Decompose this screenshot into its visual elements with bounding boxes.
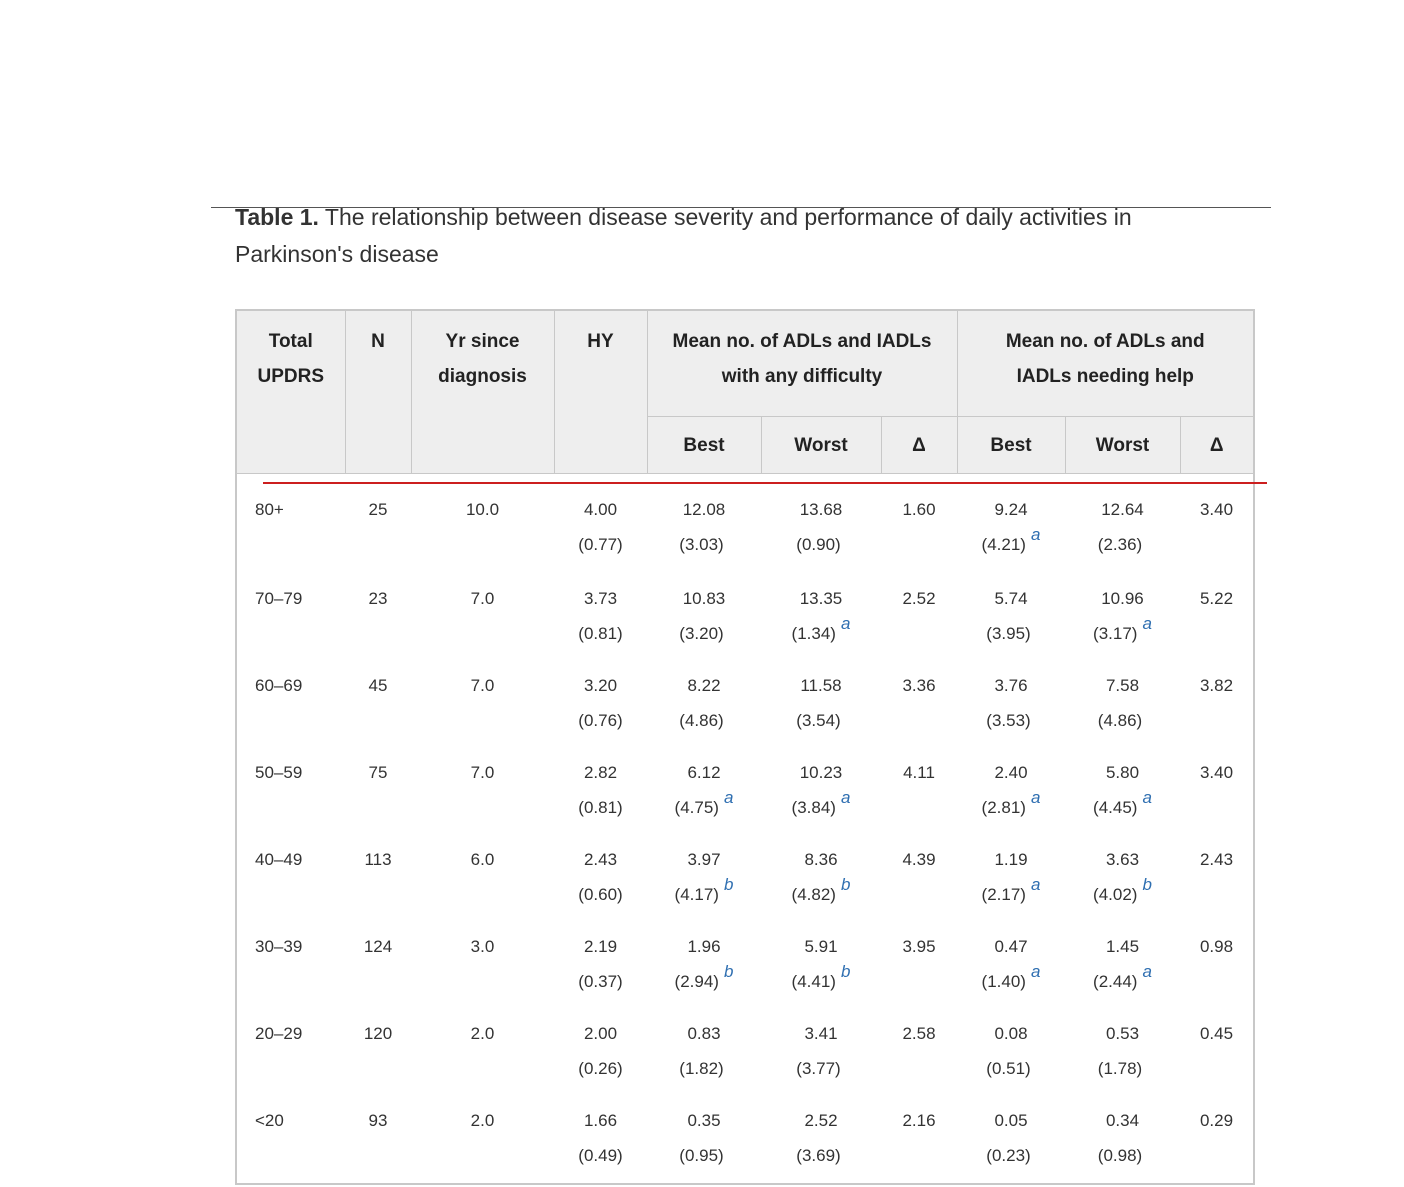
difficulty-best-sd-line xyxy=(647,964,761,999)
table-row xyxy=(236,1103,1254,1184)
help-worst-cell xyxy=(1065,1016,1180,1103)
help-worst-sd-line xyxy=(1065,616,1180,651)
help-worst-sd-line xyxy=(1065,703,1180,738)
help-worst-cell xyxy=(1065,929,1180,1016)
hy-cell xyxy=(554,668,647,755)
help-best-footnote-marker: a xyxy=(1030,875,1041,894)
help-best-sd-line xyxy=(957,790,1065,825)
difficulty-worst-cell xyxy=(761,581,881,668)
header-help-delta: Δ xyxy=(1180,417,1254,474)
difficulty-worst-sd: (3.77) xyxy=(796,1059,841,1078)
difficulty-best-sd: (2.94) xyxy=(674,972,719,991)
cell-n: 113 xyxy=(364,850,392,869)
hy-sd: (0.49) xyxy=(578,1146,623,1165)
hy-sd: (0.77) xyxy=(578,535,623,554)
cell-total-updrs: 60–69 xyxy=(255,676,303,695)
help-worst-footnote-marker: b xyxy=(1142,875,1152,894)
difficulty-worst-sd: (1.34) xyxy=(791,624,836,643)
help-best-cell xyxy=(957,755,1065,842)
cell-total-updrs: 80+ xyxy=(255,500,284,519)
help-best-cell xyxy=(957,1103,1065,1184)
hy-cell xyxy=(554,842,647,929)
difficulty-best-sd: (4.86) xyxy=(679,711,724,730)
cell-difficulty-delta: 4.11 xyxy=(903,763,935,782)
difficulty-worst-footnote-marker: a xyxy=(840,788,851,807)
help-best-sd: (2.81) xyxy=(981,798,1026,817)
difficulty-best-mean: 12.08 xyxy=(682,500,726,519)
help-worst-sd-line xyxy=(1065,527,1180,562)
difficulty-best-sd: (4.17) xyxy=(674,885,719,904)
help-best-cell xyxy=(957,581,1065,668)
cell-total-updrs: <20 xyxy=(255,1111,284,1130)
difficulty-worst-mean: 5.91 xyxy=(804,937,838,956)
header-difficulty-best: Best xyxy=(647,417,761,474)
help-best-sd-line xyxy=(957,527,1065,562)
cell-n: 93 xyxy=(368,1111,388,1130)
help-worst-mean: 12.64 xyxy=(1101,500,1144,519)
difficulty-best-cell xyxy=(647,755,761,842)
help-best-sd: (3.53) xyxy=(986,711,1031,730)
help-best-footnote-marker: a xyxy=(1030,525,1041,544)
difficulty-worst-sd-line xyxy=(761,1138,881,1173)
help-worst-sd: (4.86) xyxy=(1097,711,1143,730)
hy-mean: 2.19 xyxy=(583,937,618,956)
hy-sd-line xyxy=(554,790,647,825)
hy-sd: (0.26) xyxy=(578,1059,623,1078)
difficulty-worst-sd-line xyxy=(761,877,881,912)
cell-difficulty-delta: 3.95 xyxy=(902,937,936,956)
difficulty-worst-mean: 2.52 xyxy=(804,1111,838,1130)
difficulty-best-cell xyxy=(647,474,761,582)
cell-difficulty-delta: 2.16 xyxy=(902,1111,936,1130)
help-best-mean: 5.74 xyxy=(994,589,1028,608)
help-worst-sd-line xyxy=(1065,964,1180,999)
cell-difficulty-delta: 4.39 xyxy=(902,850,936,869)
help-worst-mean: 1.45 xyxy=(1105,937,1140,956)
difficulty-best-sd-line xyxy=(647,790,761,825)
hy-sd: (0.60) xyxy=(578,885,623,904)
difficulty-worst-cell xyxy=(761,1016,881,1103)
difficulty-worst-sd-line xyxy=(761,616,881,651)
difficulty-best-mean: 3.97 xyxy=(687,850,721,869)
cell-difficulty-delta: 2.52 xyxy=(902,589,936,608)
difficulty-worst-mean: 10.23 xyxy=(799,763,843,782)
cell-yr-since-diagnosis: 10.0 xyxy=(465,500,500,519)
difficulty-worst-cell xyxy=(761,929,881,1016)
table-row xyxy=(236,474,1254,582)
help-worst-sd: (4.02) xyxy=(1093,885,1138,904)
cell-total-updrs: 40–49 xyxy=(255,850,303,869)
help-best-sd: (2.17) xyxy=(981,885,1026,904)
hy-cell xyxy=(554,1103,647,1184)
difficulty-best-cell xyxy=(647,1103,761,1184)
cell-difficulty-delta: 3.36 xyxy=(902,676,936,695)
help-best-mean: 2.40 xyxy=(994,763,1028,782)
hy-sd: (0.81) xyxy=(578,798,623,817)
help-best-sd-line xyxy=(957,877,1065,912)
cell-yr-since-diagnosis: 2.0 xyxy=(470,1111,495,1130)
header-difficulty-worst: Worst xyxy=(761,417,881,474)
help-best-mean: 0.08 xyxy=(994,1024,1028,1043)
cell-difficulty-delta: 1.60 xyxy=(902,500,936,519)
cell-total-updrs: 70–79 xyxy=(255,589,303,608)
difficulty-worst-sd: (3.54) xyxy=(796,711,841,730)
cell-help-delta: 2.43 xyxy=(1199,850,1234,869)
help-worst-sd: (1.78) xyxy=(1097,1059,1143,1078)
cell-help-delta: 3.40 xyxy=(1199,500,1234,519)
table-row xyxy=(236,1016,1254,1103)
difficulty-best-sd-line xyxy=(647,1138,761,1173)
cell-n: 120 xyxy=(363,1024,393,1043)
cell-yr-since-diagnosis: 6.0 xyxy=(470,850,495,869)
difficulty-best-sd: (4.75) xyxy=(674,798,719,817)
help-best-mean: 0.05 xyxy=(994,1111,1028,1130)
header-help-group: Mean no. of ADLs and IADLs needing help xyxy=(957,310,1254,417)
help-worst-footnote-marker: a xyxy=(1142,614,1152,633)
table-row xyxy=(236,581,1254,668)
difficulty-worst-mean: 11.58 xyxy=(800,676,842,695)
help-worst-mean: 3.63 xyxy=(1105,850,1140,869)
help-best-sd-line xyxy=(957,1138,1065,1173)
difficulty-best-sd: (3.03) xyxy=(679,535,724,554)
hy-sd: (0.81) xyxy=(578,624,623,643)
help-worst-mean: 7.58 xyxy=(1105,676,1140,695)
help-worst-sd-line xyxy=(1065,790,1180,825)
hy-sd-line xyxy=(554,616,647,651)
help-best-cell xyxy=(957,1016,1065,1103)
caption-text: The relationship between disease severity and performance of daily activities in Parkinson's disease xyxy=(235,204,1132,267)
cell-yr-since-diagnosis: 2.0 xyxy=(470,1024,495,1043)
help-worst-sd: (2.36) xyxy=(1097,535,1143,554)
difficulty-worst-sd: (3.69) xyxy=(796,1146,841,1165)
difficulty-best-footnote-marker: b xyxy=(723,875,734,894)
table-caption xyxy=(235,199,1245,273)
difficulty-best-sd-line xyxy=(647,703,761,738)
cell-help-delta: 0.98 xyxy=(1199,937,1234,956)
hy-cell xyxy=(554,581,647,668)
difficulty-best-mean: 6.12 xyxy=(687,763,721,782)
difficulty-best-mean: 0.35 xyxy=(687,1111,721,1130)
cell-yr-since-diagnosis: 7.0 xyxy=(470,763,495,782)
help-worst-cell xyxy=(1065,474,1180,582)
help-best-sd-line xyxy=(957,703,1065,738)
header-difficulty-delta: Δ xyxy=(881,417,957,474)
cell-n: 25 xyxy=(368,500,388,519)
difficulty-worst-footnote-marker: b xyxy=(840,962,851,981)
help-best-sd: (3.95) xyxy=(986,624,1031,643)
hy-mean: 1.66 xyxy=(583,1111,618,1130)
difficulty-worst-sd: (4.41) xyxy=(791,972,836,991)
difficulty-worst-sd-line xyxy=(761,790,881,825)
help-best-sd-line xyxy=(957,1051,1065,1086)
header-total-updrs: Total UPDRS xyxy=(236,310,345,474)
help-worst-sd: (3.17) xyxy=(1093,624,1138,643)
table-row xyxy=(236,755,1254,842)
help-best-sd: (1.40) xyxy=(981,972,1026,991)
caption-label: Table 1. xyxy=(235,204,319,230)
hy-mean: 4.00 xyxy=(583,500,618,519)
header-help-worst: Worst xyxy=(1065,417,1180,474)
difficulty-worst-mean: 13.35 xyxy=(799,589,843,608)
difficulty-best-cell xyxy=(647,1016,761,1103)
cell-n: 45 xyxy=(368,676,388,695)
help-best-cell xyxy=(957,842,1065,929)
cell-difficulty-delta: 2.58 xyxy=(902,1024,936,1043)
difficulty-best-mean: 0.83 xyxy=(687,1024,721,1043)
help-best-footnote-marker: a xyxy=(1030,962,1041,981)
table-row xyxy=(236,929,1254,1016)
difficulty-best-mean: 10.83 xyxy=(682,589,726,608)
help-worst-mean: 0.53 xyxy=(1105,1024,1140,1043)
difficulty-best-sd: (0.95) xyxy=(679,1146,724,1165)
hy-mean: 3.20 xyxy=(583,676,618,695)
help-worst-cell xyxy=(1065,668,1180,755)
difficulty-worst-sd-line xyxy=(761,1051,881,1086)
help-best-mean: 1.19 xyxy=(994,850,1028,869)
hy-mean: 2.43 xyxy=(583,850,618,869)
table-body xyxy=(236,474,1254,1185)
difficulty-best-sd-line xyxy=(647,527,761,562)
hy-sd-line xyxy=(554,1138,647,1173)
difficulty-worst-sd-line xyxy=(761,964,881,999)
help-best-sd-line xyxy=(957,616,1065,651)
hy-sd-line xyxy=(554,703,647,738)
cell-help-delta: 3.82 xyxy=(1199,676,1234,695)
cell-yr-since-diagnosis: 3.0 xyxy=(470,937,495,956)
help-best-sd: (0.51) xyxy=(986,1059,1031,1078)
difficulty-worst-cell xyxy=(761,668,881,755)
help-worst-cell xyxy=(1065,842,1180,929)
header-help-best: Best xyxy=(957,417,1065,474)
difficulty-best-cell xyxy=(647,842,761,929)
data-table xyxy=(235,309,1255,1185)
help-best-mean: 3.76 xyxy=(994,676,1028,695)
hy-mean: 3.73 xyxy=(583,589,618,608)
help-best-sd: (4.21) xyxy=(981,535,1026,554)
difficulty-best-footnote-marker: a xyxy=(723,788,734,807)
difficulty-worst-cell xyxy=(761,842,881,929)
difficulty-best-sd-line xyxy=(647,877,761,912)
help-worst-sd: (4.45) xyxy=(1093,798,1138,817)
difficulty-worst-sd: (0.90) xyxy=(796,535,841,554)
difficulty-worst-footnote-marker: a xyxy=(840,614,851,633)
difficulty-best-cell xyxy=(647,581,761,668)
hy-cell xyxy=(554,1016,647,1103)
hy-mean: 2.82 xyxy=(583,763,618,782)
help-best-cell xyxy=(957,668,1065,755)
hy-cell xyxy=(554,929,647,1016)
cell-help-delta: 3.40 xyxy=(1199,763,1234,782)
difficulty-worst-mean: 8.36 xyxy=(804,850,838,869)
help-best-mean: 0.47 xyxy=(994,937,1028,956)
cell-total-updrs: 30–39 xyxy=(255,937,303,956)
help-worst-mean: 0.34 xyxy=(1105,1111,1140,1130)
hy-sd-line xyxy=(554,1051,647,1086)
help-worst-sd: (2.44) xyxy=(1093,972,1138,991)
annotation-line xyxy=(263,482,1267,484)
help-best-mean: 9.24 xyxy=(994,500,1028,519)
help-worst-cell xyxy=(1065,755,1180,842)
cell-help-delta: 5.22 xyxy=(1199,589,1234,608)
cell-yr-since-diagnosis: 7.0 xyxy=(470,589,495,608)
help-best-footnote-marker: a xyxy=(1030,788,1041,807)
difficulty-worst-cell xyxy=(761,474,881,582)
cell-n: 124 xyxy=(363,937,393,956)
help-worst-cell xyxy=(1065,1103,1180,1184)
difficulty-best-footnote-marker: b xyxy=(723,962,734,981)
difficulty-worst-sd-line xyxy=(761,527,881,562)
cell-help-delta: 0.29 xyxy=(1199,1111,1234,1130)
help-worst-cell xyxy=(1065,581,1180,668)
difficulty-best-cell xyxy=(647,668,761,755)
cell-n: 23 xyxy=(368,589,388,608)
help-worst-footnote-marker: a xyxy=(1142,788,1152,807)
cell-help-delta: 0.45 xyxy=(1199,1024,1234,1043)
header-difficulty-group: Mean no. of ADLs and IADLs with any difficulty xyxy=(647,310,957,417)
difficulty-worst-mean: 13.68 xyxy=(799,500,843,519)
header-yr-since-diagnosis: Yr since diagnosis xyxy=(411,310,554,474)
cell-total-updrs: 20–29 xyxy=(255,1024,303,1043)
help-best-sd-line xyxy=(957,964,1065,999)
difficulty-best-sd: (1.82) xyxy=(679,1059,724,1078)
hy-sd: (0.37) xyxy=(578,972,623,991)
hy-cell xyxy=(554,474,647,582)
hy-cell xyxy=(554,755,647,842)
difficulty-best-sd: (3.20) xyxy=(679,624,724,643)
hy-sd-line xyxy=(554,527,647,562)
cell-n: 75 xyxy=(368,763,388,782)
help-best-cell xyxy=(957,929,1065,1016)
help-worst-sd-line xyxy=(1065,1051,1180,1086)
hy-sd-line xyxy=(554,964,647,999)
hy-sd: (0.76) xyxy=(578,711,623,730)
table-row xyxy=(236,842,1254,929)
difficulty-worst-sd: (4.82) xyxy=(791,885,836,904)
difficulty-best-sd-line xyxy=(647,1051,761,1086)
difficulty-best-cell xyxy=(647,929,761,1016)
table-row xyxy=(236,668,1254,755)
hy-sd-line xyxy=(554,877,647,912)
difficulty-worst-footnote-marker: b xyxy=(840,875,851,894)
help-worst-mean: 10.96 xyxy=(1101,589,1144,608)
help-worst-sd-line xyxy=(1065,1138,1180,1173)
difficulty-worst-cell xyxy=(761,755,881,842)
help-worst-sd-line xyxy=(1065,877,1180,912)
header-hy: HY xyxy=(554,310,647,474)
difficulty-worst-sd: (3.84) xyxy=(791,798,836,817)
help-best-sd: (0.23) xyxy=(986,1146,1031,1165)
header-n: N xyxy=(345,310,411,474)
cell-total-updrs: 50–59 xyxy=(255,763,303,782)
hy-mean: 2.00 xyxy=(583,1024,618,1043)
difficulty-worst-sd-line xyxy=(761,703,881,738)
help-worst-sd: (0.98) xyxy=(1097,1146,1143,1165)
help-worst-mean: 5.80 xyxy=(1105,763,1140,782)
difficulty-worst-mean: 3.41 xyxy=(804,1024,838,1043)
difficulty-best-mean: 8.22 xyxy=(687,676,721,695)
difficulty-best-mean: 1.96 xyxy=(687,937,721,956)
help-worst-footnote-marker: a xyxy=(1142,962,1152,981)
difficulty-best-sd-line xyxy=(647,616,761,651)
cell-yr-since-diagnosis: 7.0 xyxy=(470,676,495,695)
difficulty-worst-cell xyxy=(761,1103,881,1184)
help-best-cell xyxy=(957,474,1065,582)
